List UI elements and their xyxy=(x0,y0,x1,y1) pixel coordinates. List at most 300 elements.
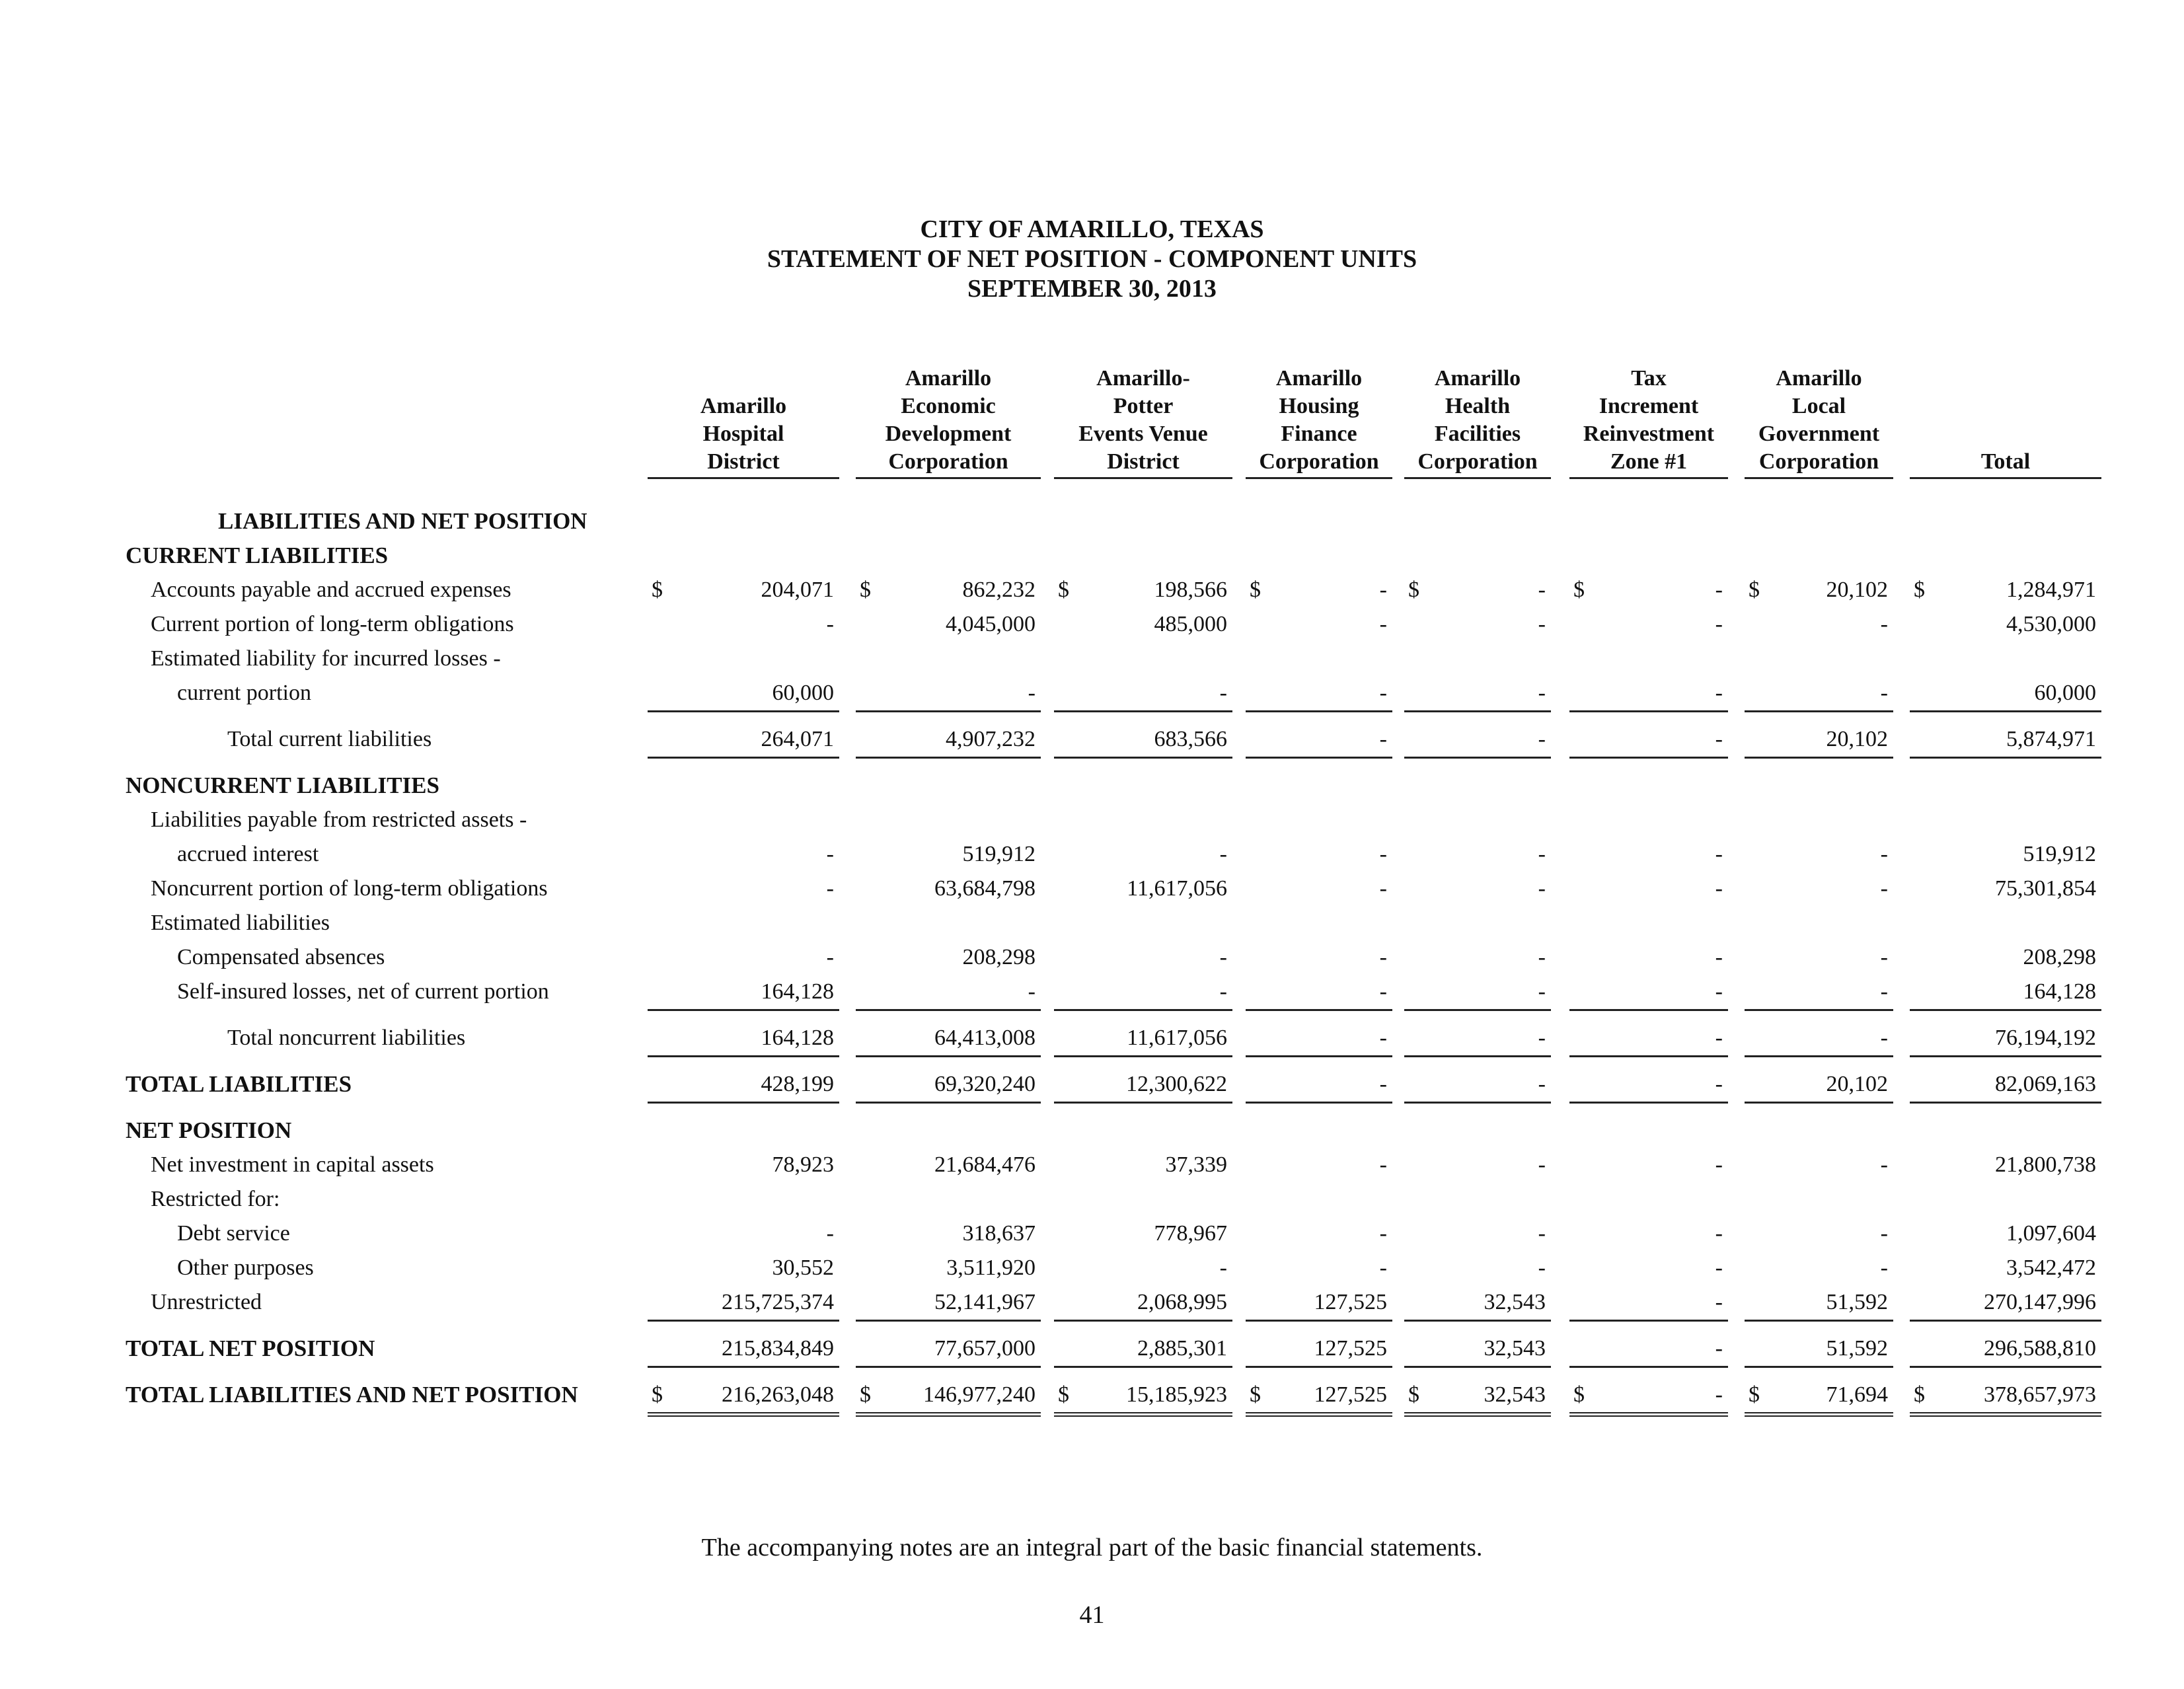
cell-value: 127,525 xyxy=(1314,1382,1387,1407)
value-cell xyxy=(856,1148,1041,1182)
value-cell xyxy=(856,722,1041,759)
column-header-line: Amarillo xyxy=(1275,366,1363,391)
row-label: Debt service xyxy=(177,1221,290,1246)
cell-value: 1,097,604 xyxy=(2006,1221,2096,1246)
cell-value: - xyxy=(1715,612,1723,636)
currency-symbol: $ xyxy=(860,578,871,602)
cell-value: - xyxy=(1880,681,1888,705)
cell-value: - xyxy=(1379,945,1387,969)
cell-value: 127,525 xyxy=(1314,1336,1387,1361)
value-cell xyxy=(1404,607,1551,642)
cell-value: 5,874,971 xyxy=(2006,727,2096,751)
table-row xyxy=(0,769,2184,803)
cell-value: 78,923 xyxy=(772,1152,834,1177)
cell-value: - xyxy=(1880,1026,1888,1050)
value-cell xyxy=(1246,676,1392,712)
value-cell xyxy=(1246,573,1392,607)
cell-value: - xyxy=(1379,681,1387,705)
value-cell xyxy=(648,1021,839,1057)
table-row xyxy=(0,1148,2184,1182)
row-label: TOTAL NET POSITION xyxy=(126,1335,375,1361)
value-cell xyxy=(1745,607,1893,642)
table-row xyxy=(0,539,2184,573)
cell-value: 51,592 xyxy=(1826,1336,1888,1361)
cell-value: 20,102 xyxy=(1826,1072,1888,1096)
currency-symbol: $ xyxy=(1573,1382,1585,1407)
cell-value: 3,511,920 xyxy=(946,1256,1036,1280)
table-row xyxy=(0,940,2184,975)
value-cell xyxy=(1910,837,2101,872)
value-cell xyxy=(1404,1217,1551,1251)
value-cell xyxy=(1404,1251,1551,1285)
value-cell xyxy=(1054,1067,1232,1104)
column-header-line: Housing xyxy=(1279,394,1359,418)
cell-value: - xyxy=(1379,578,1387,602)
value-cell xyxy=(1910,1251,2101,1285)
value-cell xyxy=(648,1285,839,1322)
value-cell xyxy=(648,1378,839,1417)
column-header xyxy=(856,365,1041,479)
cell-value: 11,617,056 xyxy=(1127,876,1227,901)
cell-value: - xyxy=(1715,1152,1723,1177)
row-label: Restricted for: xyxy=(151,1187,280,1211)
cell-value: 778,967 xyxy=(1154,1221,1227,1246)
value-cell xyxy=(856,940,1041,975)
value-cell xyxy=(1246,722,1392,759)
cell-value: 215,725,374 xyxy=(722,1290,834,1314)
cell-value: 82,069,163 xyxy=(1995,1072,2096,1096)
cell-value: - xyxy=(1379,1026,1387,1050)
value-cell xyxy=(1569,722,1728,759)
value-cell xyxy=(856,573,1041,607)
table-row xyxy=(0,1067,2184,1102)
value-cell xyxy=(1246,1251,1392,1285)
cell-value: 32,543 xyxy=(1484,1382,1546,1407)
value-cell xyxy=(1404,676,1551,712)
value-cell xyxy=(1054,1378,1232,1417)
value-cell xyxy=(1569,1021,1728,1057)
value-cell xyxy=(1910,607,2101,642)
cell-value: - xyxy=(1379,1152,1387,1177)
cell-value: 21,684,476 xyxy=(934,1152,1036,1177)
value-cell xyxy=(1745,1067,1893,1104)
value-cell xyxy=(1910,573,2101,607)
value-cell xyxy=(648,940,839,975)
value-cell xyxy=(1404,940,1551,975)
column-header-line: Corporation xyxy=(1259,449,1379,474)
cell-value: 378,657,973 xyxy=(1984,1382,2096,1407)
column-header-line: Facilities xyxy=(1434,422,1521,446)
table-row xyxy=(0,642,2184,676)
value-cell xyxy=(856,607,1041,642)
cell-value: - xyxy=(1715,1290,1723,1314)
cell-value: 862,232 xyxy=(962,578,1036,602)
cell-value: - xyxy=(1219,842,1227,866)
cell-value: 12,300,622 xyxy=(1126,1072,1227,1096)
column-header-line: Hospital xyxy=(702,422,784,446)
row-label: current portion xyxy=(177,681,311,705)
table-row xyxy=(0,906,2184,940)
cell-value: 1,284,971 xyxy=(2006,578,2096,602)
row-label: accrued interest xyxy=(177,842,319,866)
cell-value: 146,977,240 xyxy=(923,1382,1036,1407)
cell-value: 164,128 xyxy=(761,1026,834,1050)
table-row xyxy=(0,722,2184,757)
value-cell xyxy=(1246,872,1392,906)
cell-value: 208,298 xyxy=(962,945,1036,969)
column-header xyxy=(1404,365,1551,479)
cell-value: - xyxy=(1715,1382,1723,1407)
cell-value: - xyxy=(1028,979,1036,1004)
value-cell xyxy=(1745,837,1893,872)
currency-symbol: $ xyxy=(1250,1382,1261,1407)
column-header-line: Economic xyxy=(901,394,996,418)
row-label: Net investment in capital assets xyxy=(151,1152,434,1177)
value-cell xyxy=(648,722,839,759)
value-cell xyxy=(1246,1332,1392,1368)
column-header-line: Corporation xyxy=(1758,449,1879,474)
cell-value: 37,339 xyxy=(1165,1152,1227,1177)
cell-value: - xyxy=(1219,945,1227,969)
cell-value: - xyxy=(826,842,834,866)
value-cell xyxy=(1910,872,2101,906)
cell-value: - xyxy=(1538,945,1546,969)
cell-value: 52,141,967 xyxy=(934,1290,1036,1314)
cell-value: - xyxy=(1379,876,1387,901)
column-header-line: Amarillo xyxy=(905,366,992,391)
column-header xyxy=(648,393,839,479)
value-cell xyxy=(1246,1217,1392,1251)
value-cell xyxy=(1246,1378,1392,1417)
value-cell xyxy=(1910,722,2101,759)
value-cell xyxy=(1246,975,1392,1011)
value-cell xyxy=(1745,676,1893,712)
currency-symbol: $ xyxy=(1749,1382,1760,1407)
cell-value: 215,834,849 xyxy=(722,1336,834,1361)
column-header xyxy=(1910,448,2101,479)
value-cell xyxy=(856,837,1041,872)
row-label: Current portion of long-term obligations xyxy=(151,612,514,636)
net-position-table xyxy=(0,344,2184,1412)
cell-value: - xyxy=(1880,979,1888,1004)
currency-symbol: $ xyxy=(652,1382,663,1407)
value-cell xyxy=(1745,1378,1893,1417)
table-row xyxy=(0,975,2184,1009)
value-cell xyxy=(1745,872,1893,906)
value-cell xyxy=(1745,975,1893,1011)
column-header-line: Health xyxy=(1445,394,1511,418)
value-cell xyxy=(1404,1148,1551,1182)
value-cell xyxy=(1910,676,2101,712)
value-cell xyxy=(648,1251,839,1285)
cell-value: - xyxy=(1028,681,1036,705)
row-label: Liabilities payable from restricted assets - xyxy=(151,807,527,832)
cell-value: - xyxy=(1715,876,1723,901)
table-row xyxy=(0,872,2184,906)
value-cell xyxy=(856,1251,1041,1285)
footnote: The accompanying notes are an integral part of the basic financial statements. xyxy=(701,1534,1483,1561)
column-header xyxy=(1054,365,1232,479)
cell-value: - xyxy=(1379,1221,1387,1246)
value-cell xyxy=(1246,607,1392,642)
row-label: TOTAL LIABILITIES xyxy=(126,1071,352,1097)
value-cell xyxy=(856,1332,1041,1368)
column-header-line: Total xyxy=(1980,449,2031,474)
cell-value: - xyxy=(1538,979,1546,1004)
cell-value: - xyxy=(826,1221,834,1246)
currency-symbol: $ xyxy=(1914,1382,1925,1407)
cell-value: 4,907,232 xyxy=(946,727,1036,751)
cell-value: 71,694 xyxy=(1826,1382,1888,1407)
value-cell xyxy=(1569,573,1728,607)
cell-value: - xyxy=(1715,1072,1723,1096)
table-row xyxy=(0,803,2184,837)
report-entity-title: CITY OF AMARILLO, TEXAS xyxy=(920,215,1264,243)
value-cell xyxy=(1404,837,1551,872)
cell-value: 4,045,000 xyxy=(946,612,1036,636)
cell-value: - xyxy=(1379,979,1387,1004)
table-row xyxy=(0,1378,2184,1412)
row-label: Unrestricted xyxy=(151,1290,262,1314)
value-cell xyxy=(1910,1378,2101,1417)
value-cell xyxy=(856,1378,1041,1417)
value-cell xyxy=(1569,1285,1728,1322)
value-cell xyxy=(1054,607,1232,642)
cell-value: 164,128 xyxy=(2023,979,2096,1004)
column-header xyxy=(1569,365,1728,479)
table-row xyxy=(0,1251,2184,1285)
cell-value: - xyxy=(1880,1221,1888,1246)
cell-value: - xyxy=(1880,876,1888,901)
cell-value: - xyxy=(1219,681,1227,705)
cell-value: 21,800,738 xyxy=(1995,1152,2096,1177)
cell-value: - xyxy=(826,945,834,969)
cell-value: - xyxy=(1219,1256,1227,1280)
value-cell xyxy=(1745,573,1893,607)
cell-value: - xyxy=(826,876,834,901)
row-label: Estimated liability for incurred losses - xyxy=(151,646,501,671)
cell-value: 63,684,798 xyxy=(934,876,1036,901)
cell-value: 428,199 xyxy=(761,1072,834,1096)
cell-value: - xyxy=(1715,945,1723,969)
cell-value: 208,298 xyxy=(2023,945,2096,969)
value-cell xyxy=(1054,1251,1232,1285)
row-label: LIABILITIES AND NET POSITION xyxy=(218,508,587,534)
value-cell xyxy=(1054,1148,1232,1182)
column-header-line: Increment xyxy=(1599,394,1699,418)
row-label: Total noncurrent liabilities xyxy=(227,1026,466,1050)
column-header-line: Corporation xyxy=(888,449,1008,474)
value-cell xyxy=(856,676,1041,712)
currency-symbol: $ xyxy=(652,578,663,602)
value-cell xyxy=(648,1332,839,1368)
value-cell xyxy=(1404,1332,1551,1368)
value-cell xyxy=(1745,1021,1893,1057)
column-header-line: Amarillo xyxy=(1776,366,1862,391)
value-cell xyxy=(1745,1285,1893,1322)
currency-symbol: $ xyxy=(1058,578,1069,602)
value-cell xyxy=(1910,1067,2101,1104)
value-cell xyxy=(648,975,839,1011)
value-cell xyxy=(1745,940,1893,975)
value-cell xyxy=(1569,1251,1728,1285)
value-cell xyxy=(856,1067,1041,1104)
cell-value: 164,128 xyxy=(761,979,834,1004)
value-cell xyxy=(1569,1067,1728,1104)
value-cell xyxy=(1569,676,1728,712)
table-row xyxy=(0,573,2184,607)
value-cell xyxy=(1910,1021,2101,1057)
cell-value: 75,301,854 xyxy=(1995,876,2096,901)
value-cell xyxy=(1910,1332,2101,1368)
value-cell xyxy=(1246,837,1392,872)
cell-value: - xyxy=(1538,1221,1546,1246)
cell-value: 32,543 xyxy=(1484,1336,1546,1361)
row-label: CURRENT LIABILITIES xyxy=(126,543,389,568)
cell-value: - xyxy=(1715,1336,1723,1361)
cell-value: 30,552 xyxy=(772,1256,834,1280)
currency-symbol: $ xyxy=(1749,578,1760,602)
cell-value: 318,637 xyxy=(962,1221,1036,1246)
cell-value: - xyxy=(1538,842,1546,866)
value-cell xyxy=(648,573,839,607)
value-cell xyxy=(648,676,839,712)
value-cell xyxy=(1569,975,1728,1011)
row-label: Compensated absences xyxy=(177,945,385,969)
column-header-line: Reinvestment xyxy=(1583,422,1715,446)
cell-value: 127,525 xyxy=(1314,1290,1387,1314)
value-cell xyxy=(856,1217,1041,1251)
cell-value: - xyxy=(1538,1026,1546,1050)
cell-value: - xyxy=(1880,1152,1888,1177)
cell-value: - xyxy=(1715,842,1723,866)
column-header-line: Potter xyxy=(1113,394,1174,418)
cell-value: - xyxy=(1880,1256,1888,1280)
table-row xyxy=(0,1021,2184,1055)
value-cell xyxy=(648,1067,839,1104)
column-header-line: Events Venue xyxy=(1078,422,1208,446)
cell-value: - xyxy=(1880,842,1888,866)
table-row xyxy=(0,504,2184,539)
value-cell xyxy=(1054,573,1232,607)
value-cell xyxy=(1054,1285,1232,1322)
cell-value: 3,542,472 xyxy=(2006,1256,2096,1280)
cell-value: 11,617,056 xyxy=(1127,1026,1227,1050)
table-row xyxy=(0,607,2184,642)
value-cell xyxy=(1910,1217,2101,1251)
cell-value: 519,912 xyxy=(2023,842,2096,866)
table-row xyxy=(0,1182,2184,1217)
column-header-line: Local xyxy=(1791,394,1846,418)
row-label: TOTAL LIABILITIES AND NET POSITION xyxy=(126,1382,578,1408)
column-header-line: Amarillo xyxy=(1434,366,1521,391)
cell-value: 264,071 xyxy=(761,727,834,751)
cell-value: - xyxy=(1379,612,1387,636)
value-cell xyxy=(1246,1148,1392,1182)
cell-value: 20,102 xyxy=(1826,727,1888,751)
value-cell xyxy=(856,975,1041,1011)
cell-value: 485,000 xyxy=(1154,612,1227,636)
column-header-row xyxy=(0,344,2184,479)
table-row xyxy=(0,837,2184,872)
value-cell xyxy=(1745,722,1893,759)
cell-value: 76,194,192 xyxy=(1995,1026,2096,1050)
value-cell xyxy=(1745,1251,1893,1285)
cell-value: - xyxy=(1219,979,1227,1004)
cell-value: - xyxy=(1379,842,1387,866)
table-row xyxy=(0,1113,2184,1148)
cell-value: - xyxy=(1715,1221,1723,1246)
value-cell xyxy=(1569,1332,1728,1368)
currency-symbol: $ xyxy=(1250,578,1261,602)
value-cell xyxy=(1569,940,1728,975)
cell-value: 69,320,240 xyxy=(934,1072,1036,1096)
cell-value: - xyxy=(1715,1256,1723,1280)
column-header-line: Zone #1 xyxy=(1610,449,1688,474)
column-header xyxy=(1745,365,1893,479)
report-statement-title: STATEMENT OF NET POSITION - COMPONENT UNITS xyxy=(767,245,1417,273)
table-row xyxy=(0,1217,2184,1251)
row-label: Self-insured losses, net of current portion xyxy=(177,979,549,1004)
value-cell xyxy=(648,607,839,642)
cell-value: 64,413,008 xyxy=(934,1026,1036,1050)
column-header xyxy=(1246,365,1392,479)
value-cell xyxy=(1910,1148,2101,1182)
column-header-line: Corporation xyxy=(1417,449,1538,474)
value-cell xyxy=(1910,975,2101,1011)
table-row xyxy=(0,1285,2184,1320)
value-cell xyxy=(1910,940,2101,975)
row-label: Other purposes xyxy=(177,1256,314,1280)
value-cell xyxy=(1054,975,1232,1011)
value-cell xyxy=(1910,1285,2101,1322)
cell-value: 60,000 xyxy=(2034,681,2096,705)
cell-value: - xyxy=(1379,1072,1387,1096)
value-cell xyxy=(1745,1332,1893,1368)
cell-value: 2,068,995 xyxy=(1137,1290,1227,1314)
value-cell xyxy=(1404,975,1551,1011)
value-cell xyxy=(1569,1148,1728,1182)
row-label: Noncurrent portion of long-term obligations xyxy=(151,876,548,901)
value-cell xyxy=(1404,1067,1551,1104)
value-cell xyxy=(856,872,1041,906)
currency-symbol: $ xyxy=(1058,1382,1069,1407)
page-number: 41 xyxy=(1079,1601,1105,1629)
cell-value: - xyxy=(1880,612,1888,636)
table-row xyxy=(0,1332,2184,1366)
value-cell xyxy=(856,1021,1041,1057)
value-cell xyxy=(1246,1067,1392,1104)
column-header-line: District xyxy=(707,449,780,474)
value-cell xyxy=(1054,676,1232,712)
column-header-line: Government xyxy=(1758,422,1880,446)
currency-symbol: $ xyxy=(860,1382,871,1407)
cell-value: - xyxy=(1715,578,1723,602)
cell-value: 77,657,000 xyxy=(934,1336,1036,1361)
value-cell xyxy=(1054,940,1232,975)
value-cell xyxy=(1745,1148,1893,1182)
value-cell xyxy=(1569,1217,1728,1251)
value-cell xyxy=(1404,573,1551,607)
row-label: NET POSITION xyxy=(126,1117,292,1143)
currency-symbol: $ xyxy=(1408,578,1419,602)
value-cell xyxy=(1404,1021,1551,1057)
value-cell xyxy=(1569,837,1728,872)
value-cell xyxy=(1054,1217,1232,1251)
value-cell xyxy=(1246,1285,1392,1322)
cell-value: - xyxy=(1715,1026,1723,1050)
value-cell xyxy=(1054,1021,1232,1057)
